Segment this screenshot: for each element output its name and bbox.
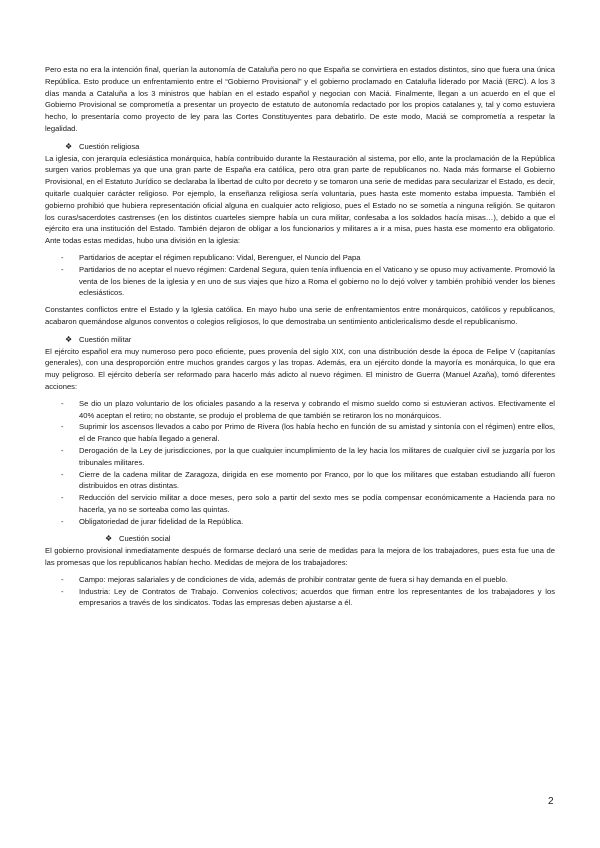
list-item: - Se dio un plazo voluntario de los oficiales pasando a la reserva y cobrando el mismo sueldo como si estuvieran activos. Efectivamente el 40% aceptan el retiro; no obstante, se produjo el problema de que también se retiraron los no monárquicos. — [61, 398, 555, 420]
list-item: - Cierre de la cadena militar de Zaragoza, dirigida en ese momento por Franco, por lo que los militares que estaban estudiando allí fueron distribuidos en otras distintas. — [61, 469, 555, 491]
diamond-bullet-icon: ❖ — [65, 334, 73, 344]
list-item: - Obligatoriedad de jurar fidelidad de la República. — [61, 516, 244, 526]
section-heading-militar — [65, 334, 555, 346]
dash-bullet: - — [61, 493, 64, 503]
dash-bullet: - — [61, 574, 64, 584]
social-list — [45, 574, 555, 609]
religiosa-list — [45, 252, 555, 299]
heading-label: Cuestión religiosa — [79, 141, 140, 151]
page-number: 2 — [548, 796, 554, 807]
intro-paragraph: Pero esta no era la intención final, querían la autonomía de Cataluña pero no que España se convirtiera en estados distintos, sino que fuera una única República. Esto produce un enfrentamiento entre el “Gobierno Provisional” y el gobierno proclamado en Cataluña liderado por Maciá (ERC). A los 3 días manda a Cataluña a los 3 ministros que habían en el estado español y negocian con Maciá. Finalmente, llegan a un acuerdo en el que el Gobierno Provisional se comprometía a presentar un proyecto de estatuto de autonomía redactado por los propios catalanes y, tal y como estuviera hecho, lo presentaría como proyecto de ley para las Cortes Constituyentes para debatirlo. De este modo, Maciá se comprometía a respetar la legalidad. — [45, 65, 555, 133]
diamond-bullet-icon: ❖ — [105, 534, 113, 544]
section-heading-religiosa — [65, 141, 555, 153]
militar-paragraph: El ejército español era muy numeroso pero poco eficiente, pues provenía del siglo XIX, con una distribución desde la época de Felipe V (capitanías generales), con una desproporción entre muchos grandes cargos y las tropas. Además, era un ejército donde la mayoría es monárquica, lo que era muy peligroso. El ejército debería ser reformado para hacerlo más adicto al nuevo régimen. El ministro de Guerra (Manuel Azaña), tomó diferentes acciones: — [45, 346, 555, 391]
list-item: - Derogación de la Ley de jurisdicciones, por la que cualquier incumplimiento de la ley hacia los militares de cualquier civil se juzgaría por los tribunales militares. — [61, 445, 555, 467]
list-item: - Industria: Ley de Contratos de Trabajo. Convenios colectivos; acuerdos que firman entre los representantes de los trabajadores y los empresarios a través de los sindicatos. Todas las empresas deben ajustarse a él. — [61, 586, 555, 608]
list-item: - Suprimir los ascensos llevados a cabo por Primo de Rivera (los había hecho en función de su amistad y sintonía con el régimen) entre ellos, el de Franco que había llegado a general. — [61, 422, 555, 444]
dash-bullet: - — [61, 264, 64, 274]
document-body — [45, 64, 555, 614]
dash-bullet: - — [61, 516, 64, 526]
list-item: - Reducción del servicio militar a doce meses, pero solo a partir del sexto mes se podía compensar económicamente a Hacienda para no hacerla, ya no se sorteaba como las quintas. — [61, 493, 555, 514]
dash-bullet: - — [61, 398, 64, 408]
diamond-bullet-icon: ❖ — [65, 141, 73, 151]
list-item: - Partidarios de no aceptar el nuevo régimen: Cardenal Segura, quien tenía influencia en el Vaticano y se opuso muy activamente. Promovió la venta de los bienes de la iglesia y en uno de sus viajes que hizo a Roma el gobierno no lo dejó volver y también prohibió vender los bienes eclesiásticos. — [61, 264, 555, 298]
religiosa-paragraph: La iglesia, con jerarquía eclesiástica monárquica, había contribuido durante la Restauración al sistema, por ello, ante la proclamación de la República surgen varios problemas ya que una gran parte de España era católica, pero otra gran parte de republicanos no. Nada más formarse el Gobierno Provisional, en el Estatuto Jurídico se declaraba la libertad de culto por decreto y se tomaron una serie de medidas para secularizar el Estado, es decir, quitarle cualquier carácter religioso. Por ejemplo, la enseñanza religiosa sería voluntaria, pues hasta este momento estaba impuesta. También el gobierno prohibió que hubiera representación oficial alguna en cualquier acto religioso, pues el Estado no se sometía a ninguna religión. Se quitaron los curas/sacerdotes castrenses (en los distintos cuarteles siempre había un cura militar, confesaba a los soldados hacía misas…), debido a que el ejército era una institución del Estado. También dejaron de obligar a los funcionarios y militares a ir a misa, pues hasta ese momento era obligatorio. Ante todas estas medidas, hubo una división en la iglesia: — [45, 153, 555, 246]
dash-bullet: - — [61, 469, 64, 479]
militar-list — [45, 398, 555, 528]
heading-label: Cuestión social — [119, 534, 171, 544]
dash-bullet: - — [61, 445, 64, 455]
dash-bullet: - — [61, 252, 64, 262]
list-item: - Partidarios de aceptar el régimen republicano: Vidal, Berenguer, el Nuncio del Papa — [61, 252, 361, 262]
dash-bullet: - — [61, 586, 64, 596]
section-heading-social — [105, 533, 555, 545]
dash-bullet: - — [61, 422, 64, 432]
religiosa-conclusion: Constantes conflictos entre el Estado y la Iglesia católica. En mayo hubo una serie de enfrentamientos entre monárquicos, católicos y republicanos, acabaron quemándose algunos conventos o colegios religiosos, lo que demostraba un sentimiento anticlericalismo desde el republicanismo. — [45, 305, 555, 326]
social-paragraph: El gobierno provisional inmediatamente después de formarse declaró una serie de medidas para la mejora de los trabajadores, pues esta fue una de las promesas que los republicanos habían hecho. Medidas de mejora de los trabajadores: — [45, 546, 555, 568]
heading-label: Cuestión militar — [79, 334, 132, 344]
list-item: - Campo: mejoras salariales y de condiciones de vida, además de prohibir contratar gente de fuera si hay demanda en el pueblo. — [61, 574, 508, 584]
